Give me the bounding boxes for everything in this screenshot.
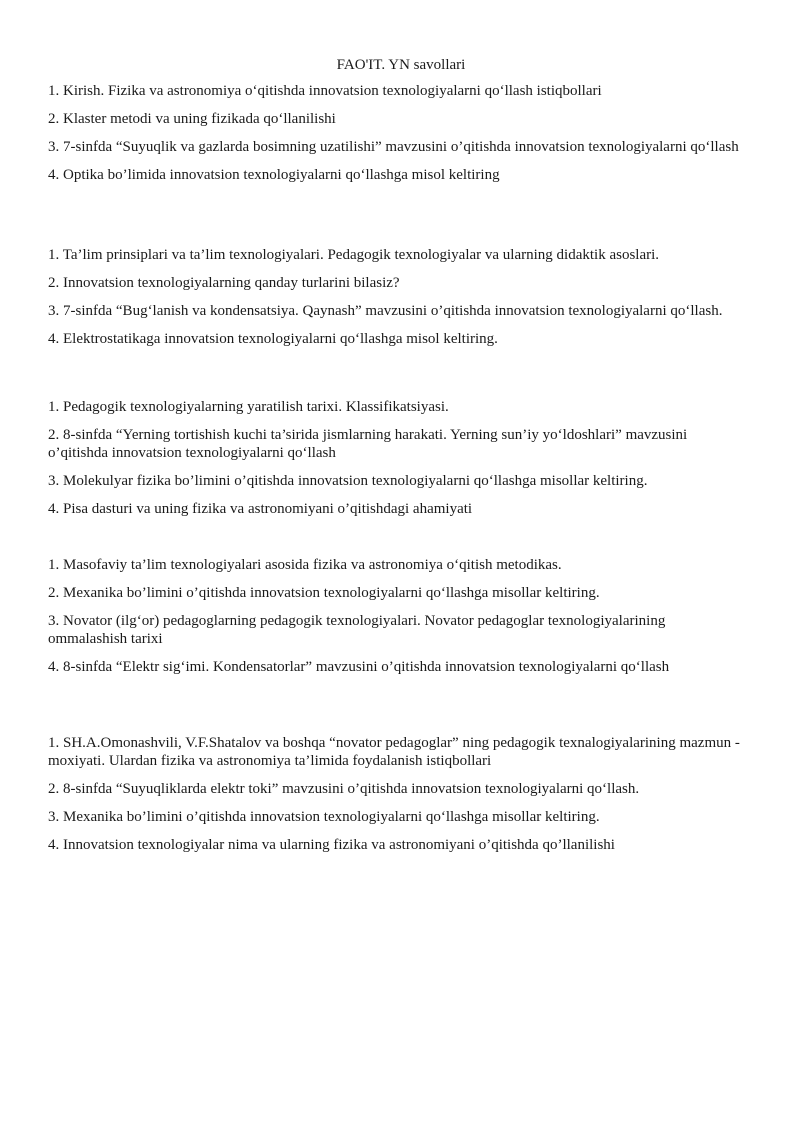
question-item: 1. Kirish. Fizika va astronomiya o‘qitishda innovatsion texnologiyalarni qo‘llash istiqbollari bbox=[48, 83, 602, 99]
question-item: 4. 8-sinfda “Elektr sig‘imi. Kondensatorlar” mavzusini o’qitishda innovatsion texnologiyalarni qo‘llash bbox=[48, 659, 670, 675]
question-set-4 bbox=[48, 556, 748, 676]
question-item: 1. Pedagogik texnologiyalarning yaratilish tarixi. Klassifikatsiyasi. bbox=[48, 399, 449, 415]
question-item: 2. Klaster metodi va uning fizikada qo‘llanilishi bbox=[48, 111, 336, 127]
question-item: 4. Innovatsion texnologiyalar nima va ularning fizika va astronomiyani o’qitishda qo’llanilishi bbox=[48, 837, 615, 853]
question-item: 2. 8-sinfda “Yerning tortishish kuchi ta’sirida jismlarning harakati. Yerning sun’iy yo‘ldoshlari” mavzusini o’qitishda innovatsion texnologiyalarni qo‘llash bbox=[48, 427, 688, 461]
question-set-1 bbox=[48, 82, 748, 184]
question-item: 3. 7-sinfda “Suyuqlik va gazlarda bosimning uzatilishi” mavzusini o’qitishda innovatsion texnologiyalarni qo‘llash bbox=[48, 139, 739, 155]
question-item: 2. 8-sinfda “Suyuqliklarda elektr toki” mavzusini o’qitishda innovatsion texnologiyalarni qo‘llash. bbox=[48, 781, 640, 797]
question-item: 3. Mexanika bo’limini o’qitishda innovatsion texnologiyalarni qo‘llashga misollar keltiring. bbox=[48, 809, 600, 825]
question-set-5 bbox=[48, 734, 748, 854]
question-item: 4. Pisa dasturi va uning fizika va astronomiyani o’qitishdagi ahamiyati bbox=[48, 501, 473, 517]
question-item: 1. Ta’lim prinsiplari va ta’lim texnologiyalari. Pedagogik texnologiyalar va ularning didaktik asoslari. bbox=[48, 247, 660, 263]
question-item: 3. Molekulyar fizika bo’limini o’qitishda innovatsion texnologiyalarni qo‘llashga misollar keltiring. bbox=[48, 473, 648, 489]
question-item: 1. SH.A.Omonashvili, V.F.Shatalov va boshqa “novator pedagoglar” ning pedagogik texnalogiyalarining mazmun - moxiyati. Ulardan fizika va astronomiya ta’limida foydalanish istiqbollari bbox=[48, 735, 740, 769]
question-item: 3. Novator (ilg‘or) pedagoglarning pedagogik texnologiyalari. Novator pedagoglar texnologiyalarining ommalashish tarixi bbox=[48, 613, 666, 647]
question-item: 3. 7-sinfda “Bug‘lanish va kondensatsiya. Qaynash” mavzusini o’qitishda innovatsion texnologiyalarni qo‘llash. bbox=[48, 303, 723, 319]
question-item: 1. Masofaviy ta’lim texnologiyalari asosida fizika va astronomiya o‘qitish metodikas. bbox=[48, 557, 562, 573]
document-page bbox=[48, 56, 748, 864]
question-set-2 bbox=[48, 246, 748, 348]
question-item: 2. Mexanika bo’limini o’qitishda innovatsion texnologiyalarni qo‘llashga misollar keltiring. bbox=[48, 585, 600, 601]
question-item: 4. Optika bo’limida innovatsion texnologiyalarni qo‘llashga misol keltiring bbox=[48, 167, 500, 183]
question-item: 4. Elektrostatikaga innovatsion texnologiyalarni qo‘llashga misol keltiring. bbox=[48, 331, 498, 347]
question-item: 2. Innovatsion texnologiyalarning qanday turlarini bilasiz? bbox=[48, 275, 400, 291]
question-set-3 bbox=[48, 398, 748, 518]
document-title: FAO'IT. YN savollari bbox=[336, 57, 466, 73]
